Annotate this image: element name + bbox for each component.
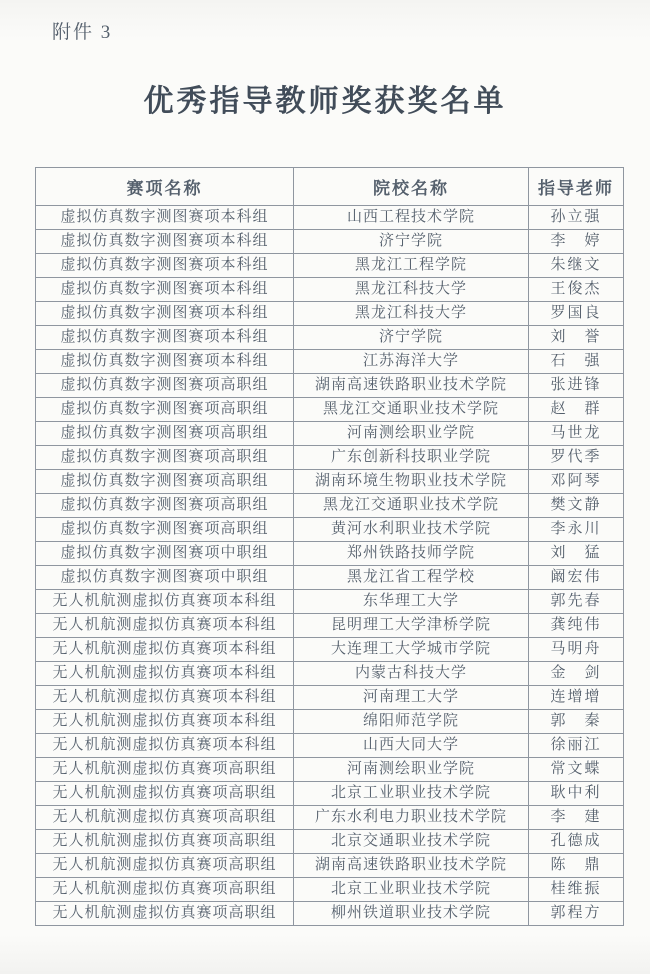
teacher-cell: 徐丽江 (529, 734, 624, 758)
table-row (36, 566, 624, 590)
teacher-cell: 耿中利 (529, 782, 624, 806)
teacher-cell: 连增增 (529, 686, 624, 710)
table-row (36, 542, 624, 566)
teacher-cell: 孙立强 (529, 206, 624, 230)
table-row (36, 662, 624, 686)
teacher-cell: 邓阿琴 (529, 470, 624, 494)
table-row (36, 854, 624, 878)
teacher-cell: 李 建 (529, 806, 624, 830)
teacher-cell: 郭程方 (529, 902, 624, 926)
teacher-cell: 王俊杰 (529, 278, 624, 302)
institution-cell: 济宁学院 (294, 230, 529, 254)
competition-cell: 虚拟仿真数字测图赛项本科组 (36, 230, 294, 254)
table-row (36, 638, 624, 662)
competition-cell: 无人机航测虚拟仿真赛项本科组 (36, 590, 294, 614)
teacher-cell: 孔德成 (529, 830, 624, 854)
competition-cell: 无人机航测虚拟仿真赛项本科组 (36, 710, 294, 734)
teacher-cell: 刘 誉 (529, 326, 624, 350)
institution-cell: 湖南环境生物职业技术学院 (294, 470, 529, 494)
competition-cell: 虚拟仿真数字测图赛项中职组 (36, 566, 294, 590)
table-row (36, 278, 624, 302)
table-row (36, 206, 624, 230)
table-row (36, 830, 624, 854)
competition-cell: 无人机航测虚拟仿真赛项本科组 (36, 638, 294, 662)
competition-cell: 虚拟仿真数字测图赛项中职组 (36, 542, 294, 566)
competition-cell: 无人机航测虚拟仿真赛项本科组 (36, 686, 294, 710)
table-row (36, 686, 624, 710)
table-row (36, 806, 624, 830)
table-row (36, 374, 624, 398)
institution-cell: 柳州铁道职业技术学院 (294, 902, 529, 926)
teacher-cell: 石 强 (529, 350, 624, 374)
institution-cell: 河南测绘职业学院 (294, 422, 529, 446)
institution-cell: 山西大同大学 (294, 734, 529, 758)
teacher-cell: 常文蝶 (529, 758, 624, 782)
competition-cell: 虚拟仿真数字测图赛项本科组 (36, 350, 294, 374)
table-row (36, 302, 624, 326)
table-row (36, 470, 624, 494)
table-row (36, 902, 624, 926)
teacher-cell: 李 婷 (529, 230, 624, 254)
competition-cell: 无人机航测虚拟仿真赛项高职组 (36, 830, 294, 854)
table-row (36, 350, 624, 374)
institution-cell: 广东创新科技职业学院 (294, 446, 529, 470)
competition-cell: 虚拟仿真数字测图赛项高职组 (36, 494, 294, 518)
institution-cell: 北京交通职业技术学院 (294, 830, 529, 854)
competition-cell: 虚拟仿真数字测图赛项本科组 (36, 278, 294, 302)
table-row (36, 710, 624, 734)
institution-cell: 河南理工大学 (294, 686, 529, 710)
teacher-cell: 张进锋 (529, 374, 624, 398)
table-row (36, 734, 624, 758)
competition-cell: 无人机航测虚拟仿真赛项高职组 (36, 758, 294, 782)
teacher-cell: 马明舟 (529, 638, 624, 662)
institution-cell: 黄河水利职业技术学院 (294, 518, 529, 542)
competition-cell: 虚拟仿真数字测图赛项高职组 (36, 398, 294, 422)
institution-cell: 北京工业职业技术学院 (294, 782, 529, 806)
institution-cell: 黑龙江科技大学 (294, 302, 529, 326)
table-row (36, 590, 624, 614)
teacher-cell: 罗代季 (529, 446, 624, 470)
institution-cell: 黑龙江交通职业技术学院 (294, 398, 529, 422)
award-table (35, 167, 624, 926)
col-header-competition: 赛项名称 (36, 168, 294, 206)
institution-cell: 广东水利电力职业技术学院 (294, 806, 529, 830)
table-row (36, 398, 624, 422)
competition-cell: 虚拟仿真数字测图赛项本科组 (36, 326, 294, 350)
competition-cell: 无人机航测虚拟仿真赛项高职组 (36, 782, 294, 806)
teacher-cell: 樊文静 (529, 494, 624, 518)
institution-cell: 大连理工大学城市学院 (294, 638, 529, 662)
institution-cell: 河南测绘职业学院 (294, 758, 529, 782)
institution-cell: 黑龙江省工程学校 (294, 566, 529, 590)
competition-cell: 虚拟仿真数字测图赛项高职组 (36, 518, 294, 542)
institution-cell: 湖南高速铁路职业技术学院 (294, 854, 529, 878)
competition-cell: 无人机航测虚拟仿真赛项高职组 (36, 902, 294, 926)
institution-cell: 北京工业职业技术学院 (294, 878, 529, 902)
teacher-cell: 阚宏伟 (529, 566, 624, 590)
teacher-cell: 龚纯伟 (529, 614, 624, 638)
competition-cell: 虚拟仿真数字测图赛项本科组 (36, 302, 294, 326)
teacher-cell: 桂维振 (529, 878, 624, 902)
institution-cell: 黑龙江工程学院 (294, 254, 529, 278)
page-title: 优秀指导教师奖获奖名单 (143, 85, 507, 118)
table-row (36, 446, 624, 470)
institution-cell: 郑州铁路技师学院 (294, 542, 529, 566)
table-header-row (36, 168, 624, 206)
table-row (36, 326, 624, 350)
institution-cell: 山西工程技术学院 (294, 206, 529, 230)
competition-cell: 无人机航测虚拟仿真赛项本科组 (36, 734, 294, 758)
table-row (36, 494, 624, 518)
institution-cell: 湖南高速铁路职业技术学院 (294, 374, 529, 398)
teacher-cell: 郭先春 (529, 590, 624, 614)
teacher-cell: 罗国良 (529, 302, 624, 326)
competition-cell: 无人机航测虚拟仿真赛项本科组 (36, 614, 294, 638)
competition-cell: 虚拟仿真数字测图赛项本科组 (36, 206, 294, 230)
institution-cell: 绵阳师范学院 (294, 710, 529, 734)
institution-cell: 济宁学院 (294, 326, 529, 350)
teacher-cell: 郭 秦 (529, 710, 624, 734)
institution-cell: 黑龙江科技大学 (294, 278, 529, 302)
competition-cell: 虚拟仿真数字测图赛项高职组 (36, 422, 294, 446)
teacher-cell: 朱继文 (529, 254, 624, 278)
institution-cell: 江苏海洋大学 (294, 350, 529, 374)
competition-cell: 虚拟仿真数字测图赛项高职组 (36, 374, 294, 398)
competition-cell: 无人机航测虚拟仿真赛项高职组 (36, 806, 294, 830)
teacher-cell: 李永川 (529, 518, 624, 542)
teacher-cell: 刘 猛 (529, 542, 624, 566)
competition-cell: 无人机航测虚拟仿真赛项本科组 (36, 662, 294, 686)
col-header-institution: 院校名称 (294, 168, 529, 206)
table-row (36, 518, 624, 542)
competition-cell: 无人机航测虚拟仿真赛项高职组 (36, 854, 294, 878)
competition-cell: 虚拟仿真数字测图赛项高职组 (36, 470, 294, 494)
attachment-label: 附件 3 (52, 22, 113, 43)
institution-cell: 东华理工大学 (294, 590, 529, 614)
competition-cell: 虚拟仿真数字测图赛项高职组 (36, 446, 294, 470)
table-row (36, 758, 624, 782)
table-row (36, 254, 624, 278)
table-body (36, 206, 624, 926)
teacher-cell: 马世龙 (529, 422, 624, 446)
institution-cell: 黑龙江交通职业技术学院 (294, 494, 529, 518)
table-row (36, 422, 624, 446)
competition-cell: 无人机航测虚拟仿真赛项高职组 (36, 878, 294, 902)
table-row (36, 782, 624, 806)
teacher-cell: 金 剑 (529, 662, 624, 686)
teacher-cell: 赵 群 (529, 398, 624, 422)
table-row (36, 614, 624, 638)
competition-cell: 虚拟仿真数字测图赛项本科组 (36, 254, 294, 278)
table-row (36, 878, 624, 902)
institution-cell: 昆明理工大学津桥学院 (294, 614, 529, 638)
table-row (36, 230, 624, 254)
institution-cell: 内蒙古科技大学 (294, 662, 529, 686)
col-header-teacher: 指导老师 (529, 168, 624, 206)
teacher-cell: 陈 鼎 (529, 854, 624, 878)
